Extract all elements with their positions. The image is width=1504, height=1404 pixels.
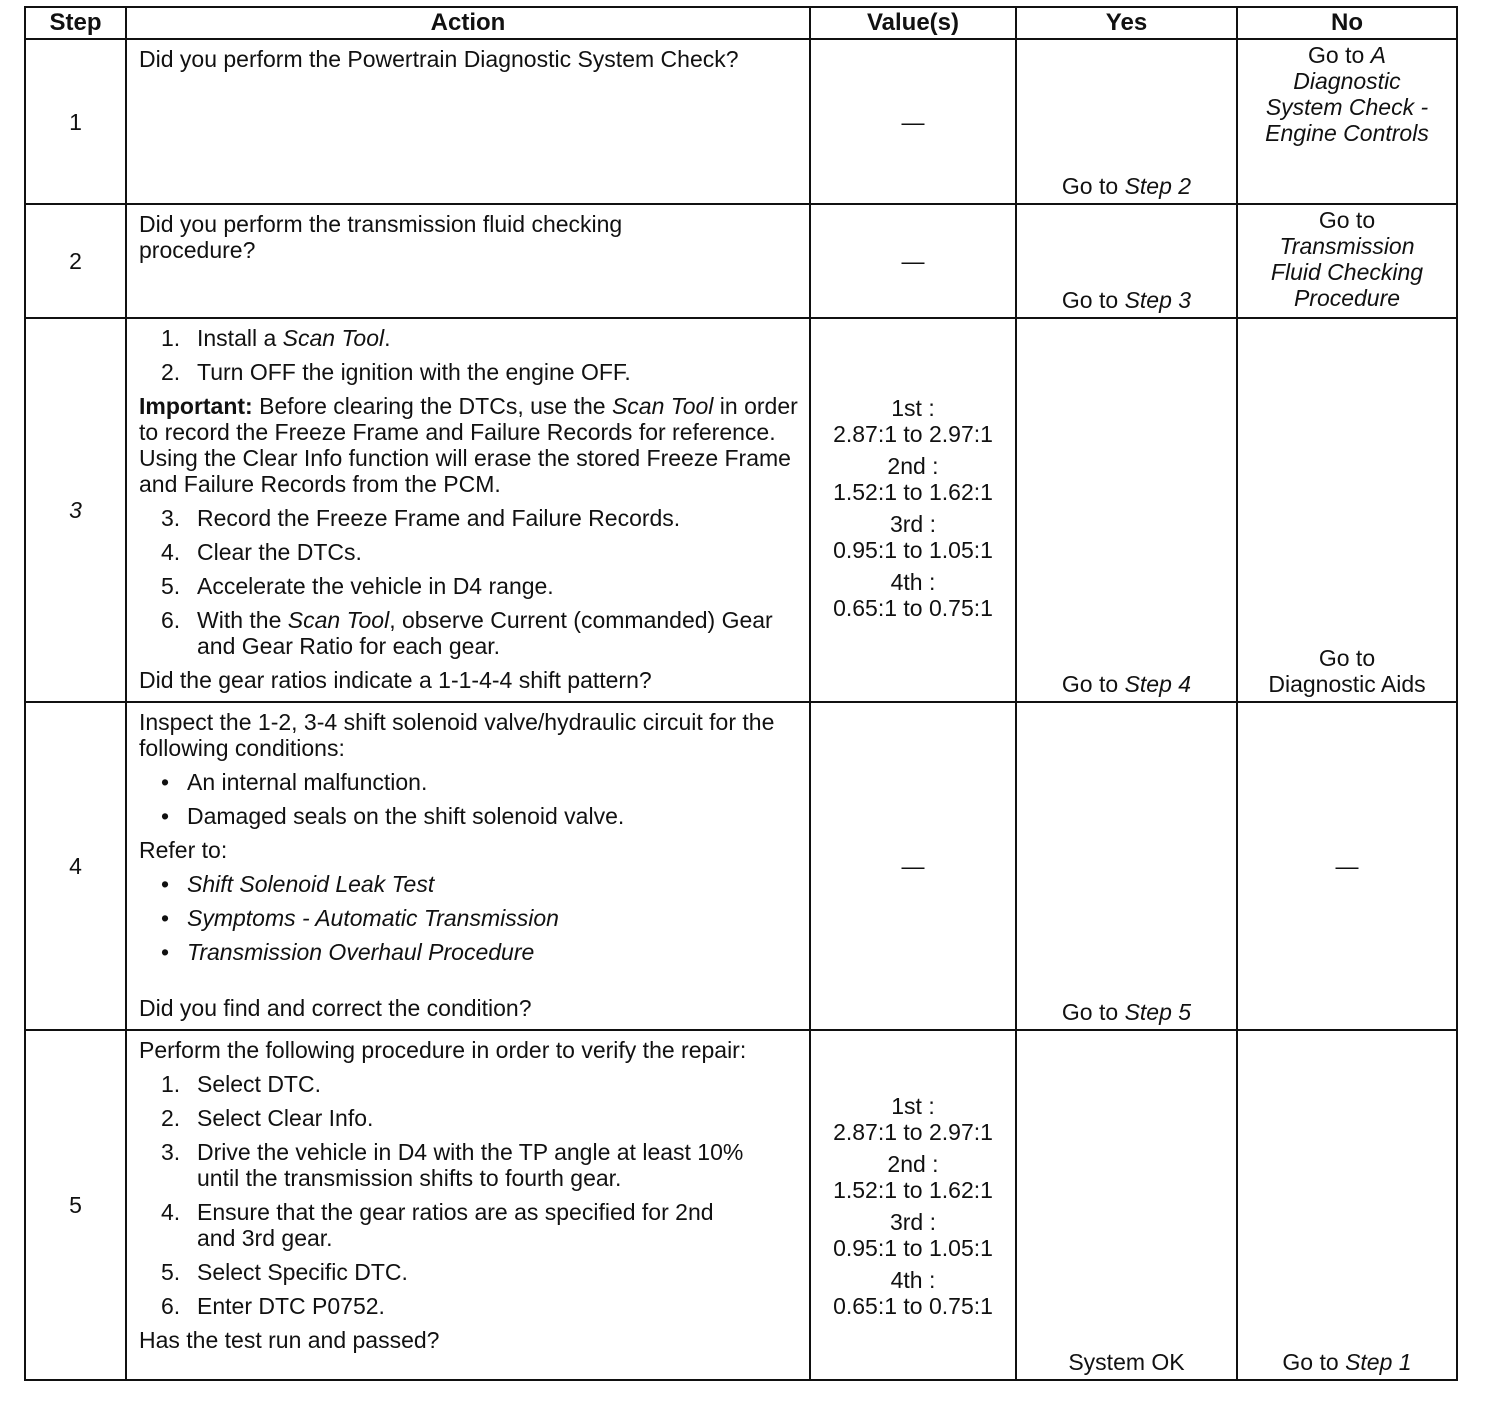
step-number: 5: [25, 1030, 126, 1380]
important-note: Important: Before clearing the DTCs, use the Scan Tool in order to record the Freeze Frame and Failure Records for reference. Using the Clear Info function will erase the stored Freeze Frame and Failure Records from the PCM.: [139, 393, 798, 497]
list-item: 5. Select Specific DTC.: [161, 1259, 408, 1285]
table-row-step-2: [25, 204, 1457, 318]
condition-list: [139, 769, 799, 829]
no-cell: [1237, 204, 1457, 318]
yes-cell: [1016, 39, 1237, 204]
no-link[interactable]: Step 1: [1345, 1349, 1412, 1375]
yes-cell: [1016, 702, 1237, 1030]
header-no: No: [1237, 7, 1457, 39]
list-item: 2. Turn OFF the ignition with the engine OFF.: [161, 359, 631, 385]
action-cell: [126, 39, 810, 204]
table-row-step-4: [25, 702, 1457, 1030]
action-question: Did you perform the transmission fluid checking procedure?: [139, 211, 623, 263]
reference-link[interactable]: • Symptoms - Automatic Transmission: [161, 905, 559, 931]
yes-cell: [1016, 204, 1237, 318]
value-cell: —: [810, 204, 1016, 318]
reference-link[interactable]: • Transmission Overhaul Procedure: [161, 939, 535, 965]
header-yes: Yes: [1016, 7, 1237, 39]
step-number: 4: [25, 702, 126, 1030]
action-question: Has the test run and passed?: [139, 1327, 440, 1353]
refer-label: Refer to:: [139, 837, 228, 863]
value-cell: —: [810, 39, 1016, 204]
list-item: 6. With the Scan Tool, observe Current (commanded) Gear and Gear Ratio for each gear.: [161, 607, 773, 659]
yes-goto[interactable]: Go to Step 2: [1061, 173, 1192, 199]
reference-list: [139, 871, 799, 965]
gear-ratio: 2nd : 1.52:1 to 1.62:1: [833, 1151, 993, 1203]
table-row-step-5: [25, 1030, 1457, 1380]
header-row: [25, 7, 1457, 39]
list-item: • An internal malfunction.: [161, 769, 428, 795]
yes-link[interactable]: Step 3: [1124, 287, 1192, 313]
list-item: • Damaged seals on the shift solenoid valve.: [161, 803, 625, 829]
yes-cell: [1016, 1030, 1237, 1380]
value-cell: [810, 1030, 1016, 1380]
reference-link[interactable]: • Shift Solenoid Leak Test: [161, 871, 435, 897]
yes-link[interactable]: Step 5: [1124, 999, 1192, 1025]
no-goto[interactable]: Go to Diagnostic Aids: [1268, 645, 1426, 697]
table-row-step-1: [25, 39, 1457, 204]
gear-ratio: 1st : 2.87:1 to 2.97:1: [833, 395, 993, 447]
gear-ratio: 2nd : 1.52:1 to 1.62:1: [833, 453, 993, 505]
step-number: 3: [25, 318, 126, 702]
list-item: 4. Ensure that the gear ratios are as specified for 2nd and 3rd gear.: [161, 1199, 714, 1251]
step-number: 2: [25, 204, 126, 318]
action-cell: [126, 318, 810, 702]
list-item: 4. Clear the DTCs.: [161, 539, 362, 565]
gear-ratio: 3rd : 0.95:1 to 1.05:1: [833, 511, 993, 563]
yes-link[interactable]: Step 4: [1124, 671, 1192, 697]
no-goto[interactable]: Go to Step 1: [1282, 1349, 1412, 1375]
action-intro: Perform the following procedure in order to verify the repair:: [139, 1037, 747, 1063]
list-item: 3. Drive the vehicle in D4 with the TP angle at least 10% until the transmission shifts to fourth gear.: [161, 1139, 744, 1191]
list-item: 2. Select Clear Info.: [161, 1105, 374, 1131]
yes-result: System OK: [1068, 1349, 1185, 1375]
procedure-list: [139, 325, 799, 385]
list-item: 1. Install a Scan Tool.: [161, 325, 391, 351]
no-cell: [1237, 1030, 1457, 1380]
gear-ratio: 3rd : 0.95:1 to 1.05:1: [833, 1209, 993, 1261]
list-item: 1. Select DTC.: [161, 1071, 321, 1097]
action-intro: Inspect the 1-2, 3-4 shift solenoid valve/hydraulic circuit for the following conditions:: [139, 709, 775, 761]
no-link[interactable]: Diagnostic Aids: [1268, 671, 1426, 697]
table-row-step-3: [25, 318, 1457, 702]
yes-goto[interactable]: Go to Step 5: [1061, 999, 1192, 1025]
action-cell: [126, 702, 810, 1030]
list-item: 6. Enter DTC P0752.: [161, 1293, 385, 1319]
no-cell: [1237, 318, 1457, 702]
action-cell: [126, 1030, 810, 1380]
yes-cell: [1016, 318, 1237, 702]
gear-ratio: 4th : 0.65:1 to 0.75:1: [833, 1267, 993, 1319]
procedure-list: [139, 505, 799, 659]
yes-goto[interactable]: Go to Step 3: [1061, 287, 1192, 313]
no-cell: [1237, 39, 1457, 204]
action-question: Did the gear ratios indicate a 1-1-4-4 shift pattern?: [139, 667, 652, 693]
diagnostic-table: [24, 6, 1458, 1381]
action-question: Did you find and correct the condition?: [139, 995, 532, 1021]
action-cell: [126, 204, 810, 318]
yes-link[interactable]: Step 2: [1124, 173, 1192, 199]
no-link[interactable]: A: [1370, 42, 1386, 68]
list-item: 3. Record the Freeze Frame and Failure Records.: [161, 505, 681, 531]
procedure-list: [139, 1071, 799, 1319]
gear-ratio: 1st : 2.87:1 to 2.97:1: [833, 1093, 993, 1145]
gear-ratio: 4th : 0.65:1 to 0.75:1: [833, 569, 993, 621]
header-action: Action: [126, 7, 810, 39]
header-values: Value(s): [810, 7, 1016, 39]
no-goto[interactable]: Go to A Diagnostic System Check - Engine Controls: [1265, 42, 1429, 146]
list-item: 5. Accelerate the vehicle in D4 range.: [161, 573, 554, 599]
step-number: 1: [25, 39, 126, 204]
yes-goto[interactable]: Go to Step 4: [1061, 671, 1192, 697]
no-cell: —: [1237, 702, 1457, 1030]
no-goto[interactable]: Go to Transmission Fluid Checking Procedure: [1270, 207, 1424, 311]
header-step: Step: [25, 7, 126, 39]
action-question: Did you perform the Powertrain Diagnostic System Check?: [139, 46, 739, 72]
value-cell: —: [810, 702, 1016, 1030]
value-cell: [810, 318, 1016, 702]
no-link[interactable]: Transmission: [1279, 233, 1415, 259]
